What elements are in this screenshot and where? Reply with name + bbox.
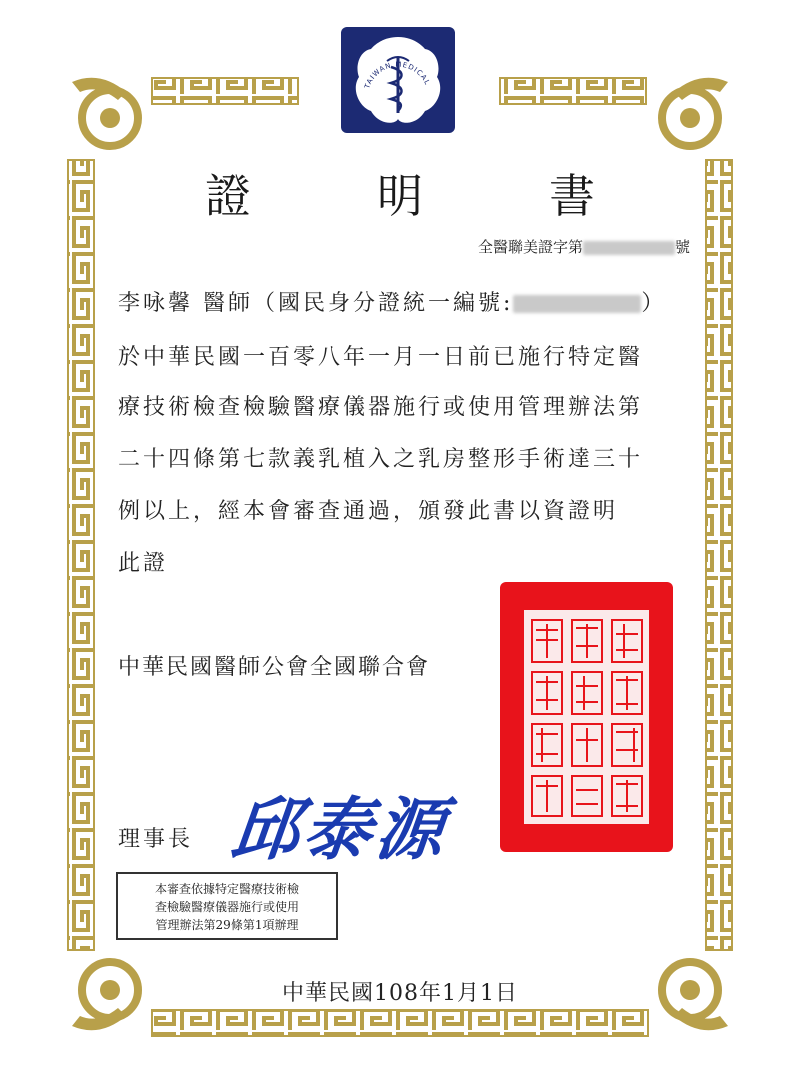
corner-ornament-icon bbox=[72, 78, 138, 146]
doctor-name: 李咏馨 醫師 bbox=[118, 291, 253, 316]
legal-notice-box bbox=[116, 872, 338, 940]
certificate-number bbox=[478, 236, 690, 257]
cert-number-prefix: 全醫聯美證字第 bbox=[477, 238, 583, 256]
seal-inner bbox=[522, 608, 651, 826]
official-seal bbox=[500, 582, 673, 852]
body-line-4: 例以上，經本會審查通過，頒發此書以資證明 bbox=[118, 499, 619, 524]
body-line-5: 此證 bbox=[118, 551, 169, 576]
redacted-number bbox=[583, 241, 675, 255]
chairman-label: 理事長 bbox=[118, 827, 194, 852]
body-line-2: 療技術檢查檢驗醫療儀器施行或使用管理辦法第 bbox=[118, 395, 644, 420]
border-left bbox=[68, 160, 94, 950]
corner-ornament-icon bbox=[662, 78, 728, 146]
seal-characters-icon bbox=[524, 610, 649, 824]
body-line-1: 於中華民國一百零八年一月一日前已施行特定醫 bbox=[118, 345, 644, 370]
id-label: （國民身分證統一編號: bbox=[253, 291, 514, 316]
organization-name: 中華民國醫師公會全國聯合會 bbox=[118, 655, 431, 680]
logo-text: TAIWAN MEDICAL bbox=[363, 60, 432, 90]
certificate-title: 證 明 書 bbox=[205, 169, 635, 223]
id-close: ） bbox=[641, 291, 667, 316]
border-bottom bbox=[152, 1010, 648, 1036]
redacted-id bbox=[513, 295, 641, 313]
notice-line-1: 本審查依據特定醫療技術檢 bbox=[154, 882, 299, 896]
notice-line-2: 查檢驗醫療儀器施行或使用 bbox=[154, 900, 299, 914]
border-right bbox=[706, 160, 732, 950]
cert-number-suffix: 號 bbox=[674, 238, 690, 256]
caduceus-emblem-icon bbox=[341, 27, 455, 133]
body-line-3: 二十四條第七款義乳植入之乳房整形手術達三十 bbox=[118, 447, 644, 472]
border-top-right bbox=[500, 78, 646, 104]
notice-line-3: 管理辦法第29條第1項辦理 bbox=[155, 918, 299, 932]
name-line bbox=[118, 286, 666, 317]
border-top-left bbox=[152, 78, 298, 104]
association-logo bbox=[341, 27, 455, 133]
chairman-signature: 邱泰源 bbox=[227, 790, 452, 870]
issue-date: 中華民國108年1月1日 bbox=[282, 981, 518, 1006]
